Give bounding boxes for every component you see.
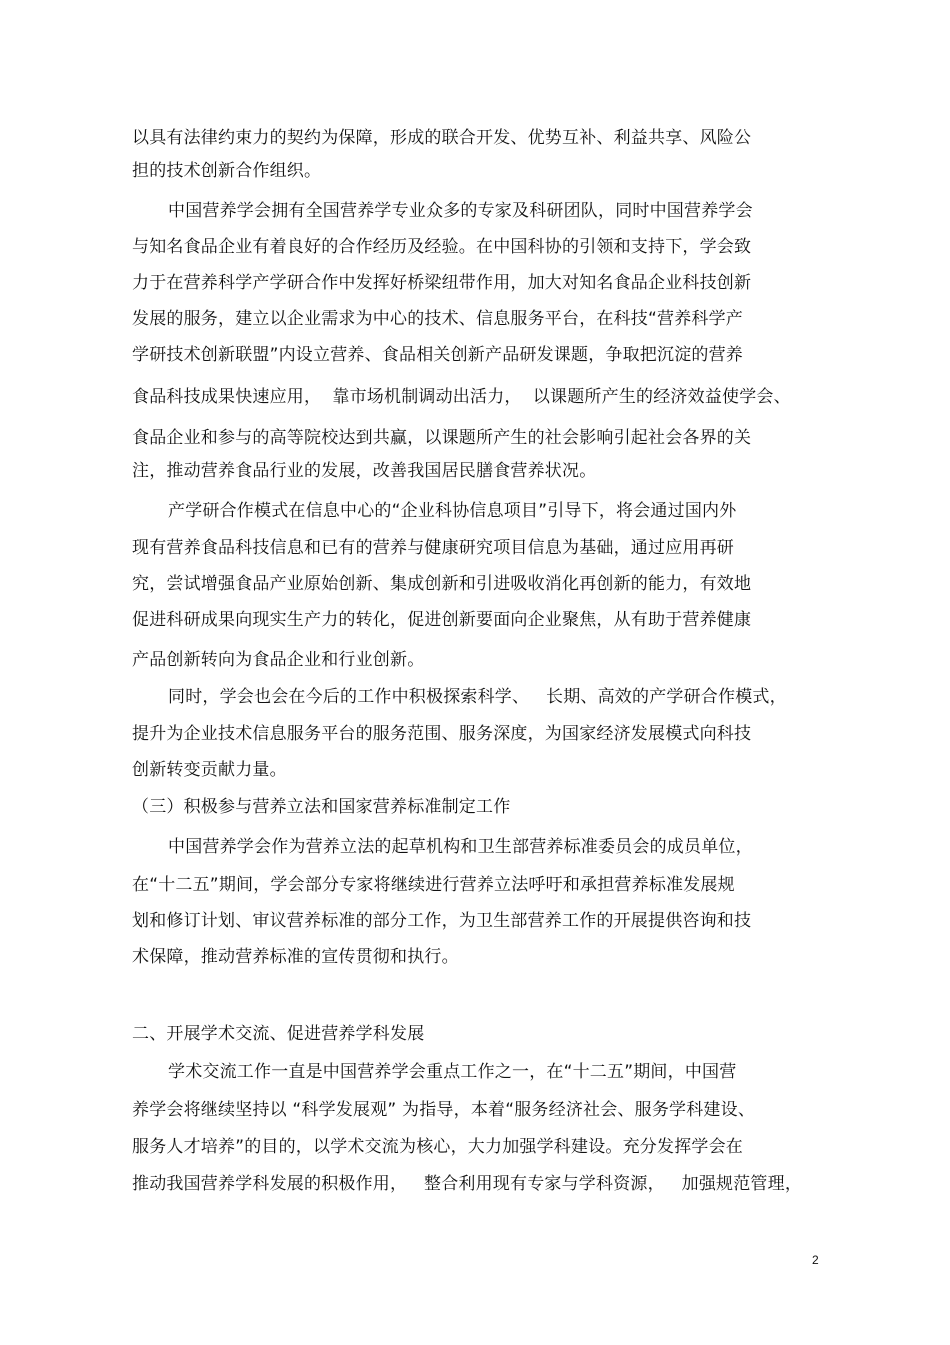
text-line: 注，推动营养食品行业的发展，改善我国居民膳食营养状况。 [132,461,597,481]
text-line: 究，尝试增强食品产业原始创新、集成创新和引进吸收消化再创新的能力，有效地 [132,574,752,594]
text-line: 术保障，推动营养标准的宣传贯彻和执行。 [132,947,459,967]
text-line: 力于在营养科学产学研合作中发挥好桥梁纽带作用，加大对知名食品企业科技创新 [132,273,752,293]
text-line: 同时，学会也会在今后的工作中积极探索科学、 长期、高效的产学研合作模式， [168,687,787,707]
text-line: 食品科技成果快速应用， 靠市场机制调动出活力， 以课题所产生的经济效益使学会、 [132,387,791,407]
text-line: 现有营养食品科技信息和已有的营养与健康研究项目信息为基础，通过应用再研 [132,538,734,558]
text-line: 提升为企业技术信息服务平台的服务范围、服务深度，为国家经济发展模式向科技 [132,724,752,744]
text-line: 学研技术创新联盟”内设立营养、食品相关创新产品研发课题，争取把沉淀的营养 [132,345,744,365]
section-heading: 二、开展学术交流、促进营养学科发展 [132,1024,425,1044]
text-line: 在“十二五”期间，学会部分专家将继续进行营养立法呼吁和承担营养标准发展规 [132,875,735,895]
text-line: 推动我国营养学科发展的积极作用， 整合利用现有专家与学科资源， 加强规范管理， [132,1174,803,1194]
text-line: 产学研合作模式在信息中心的“企业科协信息项目”引导下，将会通过国内外 [168,501,737,521]
text-line: 养学会将继续坚持以 “科学发展观” 为指导，本着“服务经济社会、服务学科建设、 [132,1100,756,1120]
text-line: 中国营养学会作为营养立法的起草机构和卫生部营养标准委员会的成员单位， [168,837,753,857]
text-line: 食品企业和参与的高等院校达到共赢，以课题所产生的社会影响引起社会各界的关 [132,428,752,448]
text-line: 发展的服务，建立以企业需求为中心的技术、信息服务平台，在科技“营养科学产 [132,309,744,329]
text-line: 以具有法律约束力的契约为保障，形成的联合开发、优势互补、利益共享、风险公 [132,128,752,148]
text-line: 中国营养学会拥有全国营养学专业众多的专家及科研团队，同时中国营养学会 [168,201,753,221]
section-heading: （三）积极参与营养立法和国家营养标准制定工作 [132,797,511,817]
text-line: 划和修订计划、审议营养标准的部分工作，为卫生部营养工作的开展提供咨询和技 [132,911,752,931]
text-line: 促进科研成果向现实生产力的转化，促进创新要面向企业聚焦，从有助于营养健康 [132,610,752,630]
text-line: 学术交流工作一直是中国营养学会重点工作之一，在“十二五”期间，中国营 [168,1062,737,1082]
text-line: 与知名食品企业有着良好的合作经历及经验。在中国科协的引领和支持下，学会致 [132,237,752,257]
text-line: 创新转变贡献力量。 [132,760,287,780]
text-line: 服务人才培养”的目的，以学术交流为核心，大力加强学科建设。充分发挥学会在 [132,1137,744,1157]
text-line: 担的技术创新合作组织。 [132,161,322,181]
text-line: 产品创新转向为食品企业和行业创新。 [132,650,425,670]
page-number: 2 [812,1253,819,1267]
